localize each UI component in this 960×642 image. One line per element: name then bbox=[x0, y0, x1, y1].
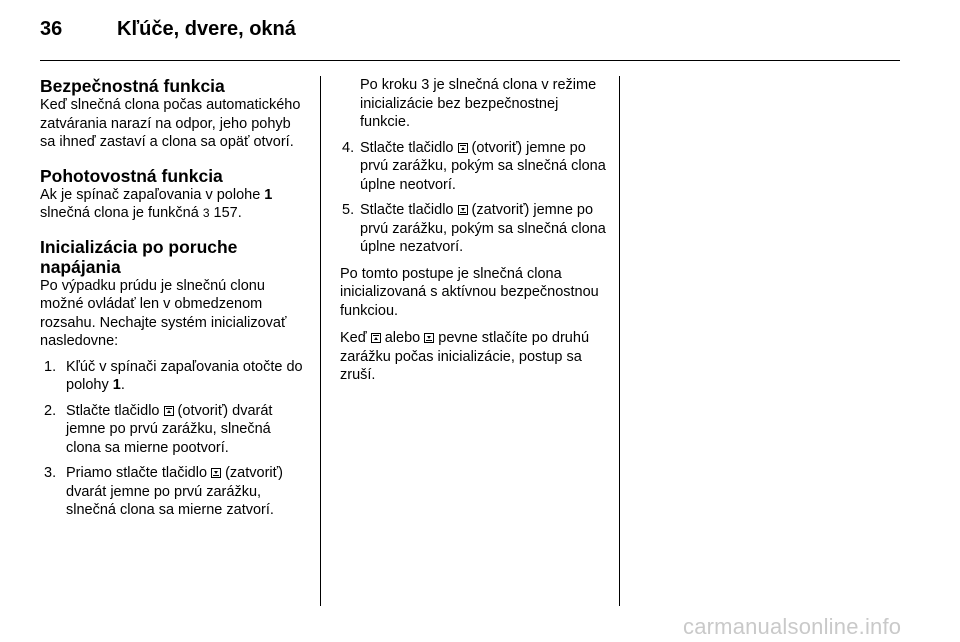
heading-initialization: Inicializácia po poruche napájania bbox=[40, 236, 238, 277]
step-text: Stlačte tlačidlo bbox=[360, 139, 458, 156]
step-3-continuation: Po kroku 3 je slnečná clona v režime inicializácie bez bezpečnostnej funkcie. bbox=[360, 77, 597, 130]
watermark: carmanualsonline.info bbox=[683, 614, 902, 639]
step-text: . bbox=[120, 377, 125, 393]
step-text: Stlačte tlačidlo bbox=[360, 202, 458, 218]
chapter-title: Kľúče, dvere, okná bbox=[117, 18, 296, 40]
open-button-icon bbox=[371, 333, 381, 343]
open-button-icon bbox=[164, 406, 174, 416]
step-number: 1. bbox=[44, 358, 57, 375]
section-safety-function bbox=[40, 76, 308, 152]
step-number: 4. bbox=[342, 139, 355, 156]
step-text: (otvoriť) dvarát jemne po prvú zarážku, slnečná clona sa mierne pootvorí. bbox=[66, 402, 273, 456]
heading-safety-function: Bezpečnostná funkcia bbox=[40, 76, 225, 96]
page-header bbox=[40, 18, 900, 62]
step-text: (otvoriť) jemne po prvú zarážku, pokým sa slnečná clona úplne neotvorí. bbox=[360, 139, 606, 193]
step-text: Priamo stlačte tlačidlo bbox=[66, 465, 212, 481]
page-reference-link[interactable]: 157. bbox=[209, 205, 242, 221]
cancel-text-part: alebo bbox=[380, 330, 425, 346]
list-item-step-5 bbox=[340, 201, 608, 257]
text-standby-function bbox=[40, 186, 308, 223]
close-button-icon bbox=[211, 468, 221, 478]
close-button-icon bbox=[424, 333, 434, 343]
section-standby-function bbox=[40, 166, 308, 223]
text-cancel bbox=[340, 329, 608, 385]
step-number: 2. bbox=[44, 402, 57, 419]
list-item-step-1 bbox=[40, 358, 308, 395]
text-safety-function: Keď slnečná clona počas automatického zatvárania narazí na odpor, jeho pohyb sa ihneď zastaví a clona sa opäť otvorí. bbox=[40, 97, 301, 150]
text-standby-part: Ak je spínač zapaľovania v polohe bbox=[40, 186, 265, 203]
ignition-position: 1 bbox=[112, 377, 121, 393]
page-reference-icon: 3 bbox=[202, 206, 210, 220]
ignition-position: 1 bbox=[264, 186, 273, 203]
step-number: 3. bbox=[44, 465, 57, 481]
list-item-step-2 bbox=[40, 402, 308, 458]
section-initialization bbox=[40, 237, 308, 520]
step-text: Stlačte tlačidlo bbox=[66, 402, 164, 419]
text-initialization: Po výpadku prúdu je slnečnú clonu možné ovládať len v obmedzenom rozsahu. Nechajte systém inicializovať nasledovne: bbox=[40, 277, 287, 349]
step-text: Kľúč v spínači zapaľovania otočte do polohy bbox=[66, 358, 303, 393]
text-standby-part: slnečná clona je funkčná bbox=[40, 205, 203, 221]
column-divider bbox=[619, 76, 620, 606]
open-button-icon bbox=[458, 143, 468, 153]
close-button-icon bbox=[458, 205, 468, 215]
steps-list-continued bbox=[340, 139, 608, 257]
list-item-step-3 bbox=[40, 464, 308, 520]
step-text: (zatvoriť) dvarát jemne po prvú zarážku, slnečná clona sa mierne zatvorí. bbox=[66, 465, 283, 518]
column-left bbox=[40, 76, 308, 534]
header-divider bbox=[40, 60, 900, 61]
text-result: Po tomto postupe je slnečná clona inicializovaná s aktívnou bezpečnostnou funkciou. bbox=[340, 265, 599, 319]
step-number: 5. bbox=[342, 202, 355, 218]
cancel-text-part: pevne stlačíte po druhú zarážku počas inicializácie, postup sa zruší. bbox=[340, 330, 590, 383]
cancel-text-part: Keď bbox=[340, 330, 371, 346]
step-text: (zatvoriť) jemne po prvú zarážku, pokým sa slnečná clona úplne nezatvorí. bbox=[360, 202, 606, 255]
list-item-step-4 bbox=[340, 139, 608, 195]
column-middle bbox=[340, 76, 608, 394]
heading-standby-function: Pohotovostná funkcia bbox=[40, 165, 223, 186]
steps-list bbox=[40, 358, 308, 520]
column-divider bbox=[320, 76, 321, 606]
page-number: 36 bbox=[40, 18, 63, 40]
